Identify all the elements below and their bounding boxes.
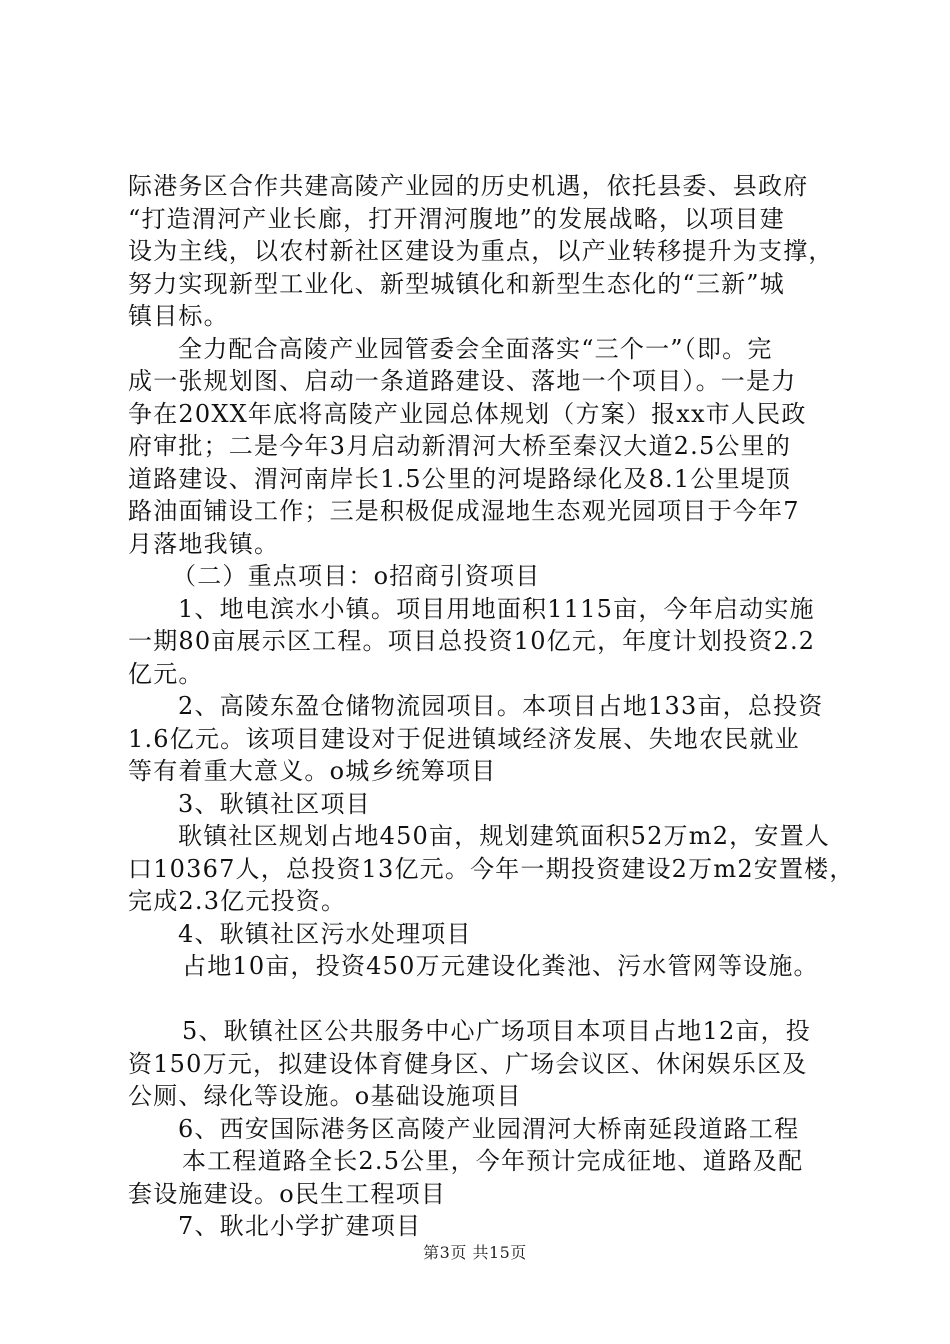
text-line: 争在20XX年底将高陵产业园总体规划（方案）报xx市人民政: [128, 399, 807, 428]
text-line: 月落地我镇。: [128, 529, 280, 558]
text-line: 完成2.3亿元投资。: [128, 887, 347, 915]
blank-line: [128, 983, 838, 1016]
page-footer: 第3页 共15页: [423, 1243, 527, 1262]
text-line: 亿元。: [128, 659, 204, 688]
text-line: 际港务区合作共建高陵产业园的历史机遇，依托县委、县政府: [128, 172, 809, 200]
body-text: [128, 170, 855, 1243]
text-line: 镇目标。: [128, 302, 229, 330]
text-line: 7、耿北小学扩建项目: [178, 1212, 422, 1240]
text-line: 资150万元，拟建设体育健身区、广场会议区、休闲娱乐区及: [128, 1049, 808, 1078]
text-line: “打造渭河产业长廊，打开渭河腹地”的发展战略，以项目建: [128, 204, 785, 233]
text-line: 耿镇社区规划占地450亩，规划建筑面积52万m2，安置人: [178, 822, 830, 850]
text-line: 1.6亿元。该项目建设对于促进镇域经济发展、失地农民就业: [128, 724, 800, 753]
text-line: 成一张规划图、启动一条道路建设、落地一个项目）。一是力: [128, 367, 797, 395]
text-line: 道路建设、渭河南岸长1.5公里的河堤路绿化及8.1公里堤顶: [128, 464, 792, 493]
text-line: 2、高陵东盈仓储物流园项目。本项目占地133亩，总投资: [178, 692, 824, 720]
text-line: 公厕、绿化等设施。o基础设施项目: [128, 1082, 522, 1110]
section-heading: （二）重点项目：o招商引资项目: [172, 562, 541, 590]
text-line: 路油面铺设工作；三是积极促成湿地生态观光园项目于今年7: [128, 497, 800, 525]
text-line: 本工程道路全长2.5公里，今年预计完成征地、道路及配: [182, 1147, 804, 1175]
text-line: 3、耿镇社区项目: [178, 789, 371, 818]
text-line: 府审批；二是今年3月启动新渭河大桥至秦汉大道2.5公里的: [128, 432, 792, 460]
text-line: 努力实现新型工业化、新型城镇化和新型生态化的“三新”城: [128, 269, 785, 298]
text-line: 口10367人，总投资13亿元。今年一期投资建设2万m2安置楼，: [128, 854, 855, 883]
text-line: 6、西安国际港务区高陵产业园渭河大桥南延段道路工程: [178, 1114, 800, 1143]
text-line: 占地10亩，投资450万元建设化粪池、污水管网等设施。: [182, 952, 819, 980]
text-line: 套设施建设。o民生工程项目: [128, 1179, 447, 1208]
text-line: 1、地电滨水小镇。项目用地面积1115亩，今年启动实施: [178, 594, 815, 623]
text-line: 4、耿镇社区污水处理项目: [178, 919, 472, 948]
text-line: 设为主线，以农村新社区建设为重点，以产业转移提升为支撑，: [128, 237, 834, 265]
text-line: 一期80亩展示区工程。项目总投资10亿元，年度计划投资2.2: [128, 627, 816, 655]
text-line: 等有着重大意义。o城乡统筹项目: [128, 757, 497, 785]
text-line: 5、耿镇社区公共服务中心广场项目本项目占地12亩，投: [182, 1017, 812, 1045]
text-line: 全力配合高陵产业园管委会全面落实“三个一”（即。完: [178, 334, 773, 363]
